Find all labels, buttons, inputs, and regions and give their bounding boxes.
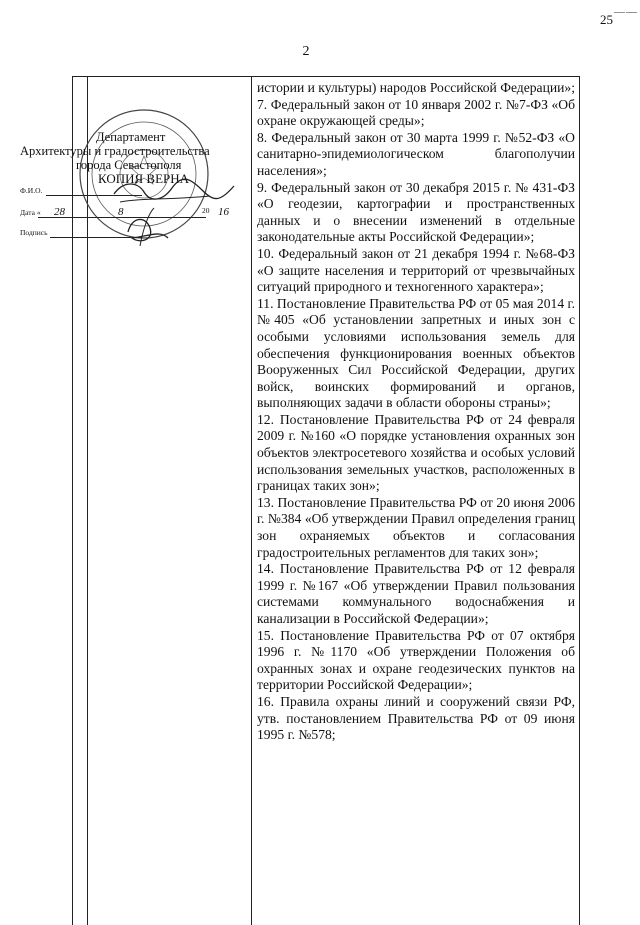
list-item: 14. Постановление Правительства РФ от 12 февраля 1999 г. №167 «Об утверждении Правил пользования системами коммунального водоснабжения и канализации в Российской Федерации»;	[257, 561, 575, 626]
department-title: Департамент	[96, 130, 166, 144]
date-label: Дата «	[20, 208, 41, 217]
list-item: 13. Постановление Правительства РФ от 20 июня 2006 г. №384 «Об утверждении Правил определения границ зон охраняемых объектов и согласования градостроительных регламентов для таких зон»;	[257, 494, 575, 560]
table-column-content	[252, 77, 576, 925]
date-day: 28	[54, 206, 65, 218]
department-city: города Севастополя	[76, 158, 182, 172]
list-item: 15. Постановление Правительства РФ от 07 октября 1996 г. №1170 «Об утверждении Положения об охранных зонах и охране геодезических пунктов на территории Российской Федерации»;	[257, 627, 575, 693]
legal-acts-list	[257, 80, 575, 744]
list-item: 10. Федеральный закон от 21 декабря 1994 г. №68-ФЗ «О защите населения и территорий от чрезвычайных ситуаций природного и техногенного характера»;	[257, 245, 575, 295]
department-name: Архитектуры и градостроительства	[20, 144, 210, 158]
date-year-prefix: 20	[202, 206, 210, 215]
list-item: 8. Федеральный закон от 30 марта 1999 г. №52-ФЗ «О санитарно-эпидемиологическом благополучии населения»;	[257, 129, 575, 178]
list-item: 11. Постановление Правительства РФ от 05 мая 2014 г. №405 «Об установлении запретных и иных зон с особыми условиями использования земель для обеспечения функционирования военных объектов Вооруженных Сил Российской Федерации, других войск, воинских формирований и органов, выполняющих задачи в области обороны страны»;	[257, 295, 575, 411]
date-year-suffix: 16	[218, 206, 229, 218]
copy-certified-label: КОПИЯ ВЕРНА	[98, 171, 190, 186]
list-item: 7. Федеральный закон от 10 января 2002 г. №7-ФЗ «Об охране окружающей среды»;	[257, 96, 575, 129]
fio-label: Ф.И.О.	[20, 186, 43, 195]
page-number: 2	[302, 44, 310, 59]
signature-line	[50, 237, 142, 238]
date-month: 8	[118, 206, 124, 218]
corner-sheet-number: —— 25	[600, 6, 638, 27]
list-item: 16. Правила охраны линий и сооружений связи РФ, утв. постановлением Правительства РФ от 09 июня 1995 г. №578;	[257, 693, 575, 743]
list-item: 12. Постановление Правительства РФ от 24 февраля 2009 г. №160 «О порядке установления охранных зон объектов электросетевого хозяйства и особых условий использования земельных участков, расположенных в границах таких зон»;	[257, 411, 575, 494]
list-item: истории и культуры) народов Российской Федерации»;	[257, 80, 575, 95]
signature-label: Подпись	[20, 228, 48, 237]
copy-certification-block	[14, 126, 254, 256]
list-item: 9. Федеральный закон от 30 декабря 2015 г. № 431-ФЗ «О геодезии, картографии и пространственных данных и о внесении изменений в отдельные законодательные акты Российской Федерации»;	[257, 179, 575, 245]
fio-line	[46, 195, 142, 196]
corner-number: 25	[600, 12, 613, 27]
